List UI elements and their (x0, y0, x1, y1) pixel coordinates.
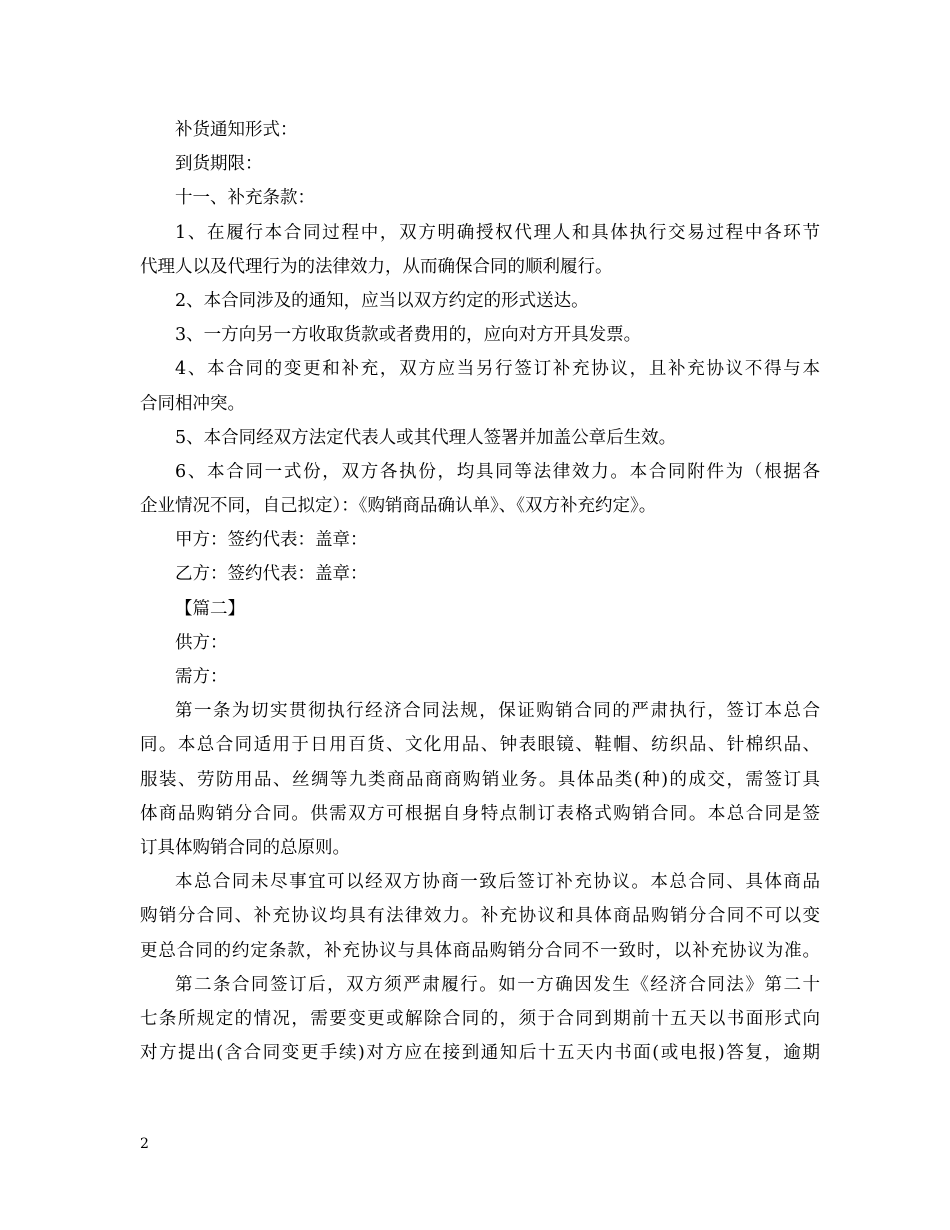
text-line: 代理人以及代理行为的法律效力，从而确保合同的顺利履行。 (140, 256, 613, 277)
signature-line-party-a: 甲方：签约代表：盖章： (175, 530, 368, 551)
text-line: 第二条合同签订后，双方须严肃履行。如一方确因发生《经济合同法》第二十 (175, 974, 820, 995)
text-line: 2、本合同涉及的通知，应当以双方约定的形式送达。 (175, 290, 589, 311)
text-line: 6、本合同一式份，双方各执份，均具同等法律效力。本合同附件为（根据各 (175, 461, 820, 482)
text-line: 体商品购销分合同。供需双方可根据自身特点制订表格式购销合同。本总合同是签 (140, 803, 820, 824)
text-line: 补货通知形式： (175, 120, 298, 140)
section-heading: 十一、补充条款： (175, 188, 315, 209)
text-line: 企业情况不同，自己拟定）：《购销商品确认单》、《双方补充约定》。 (140, 496, 657, 517)
text-line: 服装、劳防用品、丝绸等九类商品商商购销业务。具体品类(种)的成交，需签订具 (140, 769, 820, 790)
text-line: 订具体购销合同的总原则。 (140, 837, 350, 858)
text-line: 合同相冲突。 (140, 393, 245, 414)
signature-line-party-b: 乙方：签约代表：盖章： (175, 564, 368, 585)
text-line: 3、一方向另一方收取货款或者费用的，应向对方开具发票。 (175, 325, 642, 346)
text-line: 第一条为切实贯彻执行经济合同法规，保证购销合同的严肃执行，签订本总合 (175, 701, 820, 722)
text-line: 5、本合同经双方法定代表人或其代理人签署并加盖公章后生效。 (175, 427, 677, 448)
buyer-line: 需方： (175, 667, 228, 687)
page-number: 2 (140, 1136, 149, 1152)
text-line: 4、本合同的变更和补充，双方应当另行签订补充协议，且补充协议不得与本 (175, 359, 820, 380)
text-line: 到货期限： (175, 154, 263, 175)
text-line: 1、在履行本合同过程中，双方明确授权代理人和具体执行交易过程中各环节 (175, 222, 820, 243)
text-line: 对方提出(含合同变更手续)对方应在接到通知后十五天内书面(或电报)答复，逾期 (140, 1043, 820, 1064)
text-line: 本总合同未尽事宜可以经双方协商一致后签订补充协议。本总合同、具体商品 (175, 872, 820, 893)
text-line: 七条所规定的情况，需要变更或解除合同的，须于合同到期前十五天以书面形式向 (140, 1008, 820, 1029)
chapter-heading: 【篇二】 (175, 598, 245, 619)
supplier-line: 供方： (175, 632, 228, 653)
text-line: 购销分合同、补充协议均具有法律效力。补充协议和具体商品购销分合同不可以变 (140, 906, 820, 927)
text-line: 同。本总合同适用于日用百货、文化用品、钟表眼镜、鞋帽、纺织品、针棉织品、 (140, 735, 820, 756)
text-line: 更总合同的约定条款，补充协议与具体商品购销分合同不一致时，以补充协议为准。 (140, 940, 820, 961)
document-body (140, 113, 820, 1070)
